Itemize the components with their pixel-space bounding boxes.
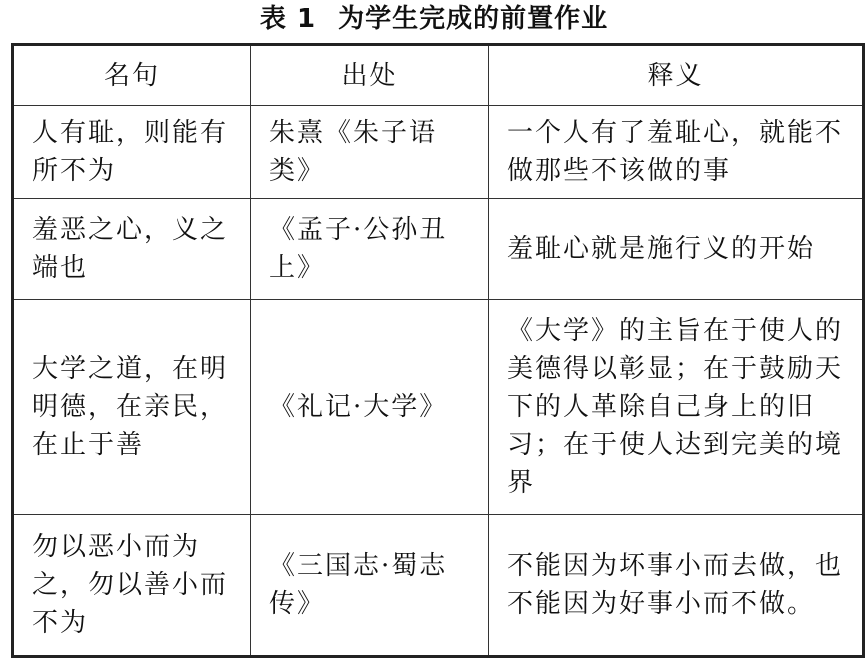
quote-text: 人有耻，则能有所不为 [32,118,229,186]
column-header-source: 出处 [251,45,489,106]
table-caption [0,2,868,36]
source-cell [251,106,489,199]
quote-cell [13,300,251,515]
quote-cell [13,106,251,199]
quote-text: 大学之道，在明明德，在亲民，在止于善 [32,354,229,460]
column-header-quote: 名句 [13,45,251,106]
table-title: 为学生完成的前置作业 [338,4,609,34]
source-text: 《礼记·大学》 [269,392,448,422]
quote-text: 勿以恶小而为之，勿以善小而不为 [32,532,229,638]
meaning-text: 一个人有了羞耻心，就能不做那些不该做的事 [507,118,844,186]
source-cell [251,515,489,657]
meaning-cell [489,300,864,515]
table-row [13,300,864,515]
table-row [13,515,864,657]
meaning-text: 《大学》的主旨在于使人的美德得以彰显；在于鼓励天下的人革除自己身上的旧习；在于使人达到完美的境界 [507,316,844,498]
source-text: 《孟子·公孙丑上》 [269,215,448,283]
header-row [13,45,864,106]
table-number: 表 1 [259,4,317,34]
quote-text: 羞恶之心，义之端也 [32,215,229,283]
table-row [13,106,864,199]
source-text: 《三国志·蜀志传》 [269,551,448,619]
source-cell [251,199,489,300]
quote-cell [13,515,251,657]
meaning-cell [489,106,864,199]
meaning-cell [489,515,864,657]
meaning-text: 羞耻心就是施行义的开始 [507,234,816,264]
source-text: 朱熹《朱子语类》 [269,118,438,186]
meaning-text: 不能因为坏事小而去做，也不能因为好事小而不做。 [507,551,844,619]
column-header-meaning: 释义 [489,45,864,106]
homework-table [11,43,865,658]
meaning-cell [489,199,864,300]
quote-cell [13,199,251,300]
source-cell [251,300,489,515]
table-row [13,199,864,300]
